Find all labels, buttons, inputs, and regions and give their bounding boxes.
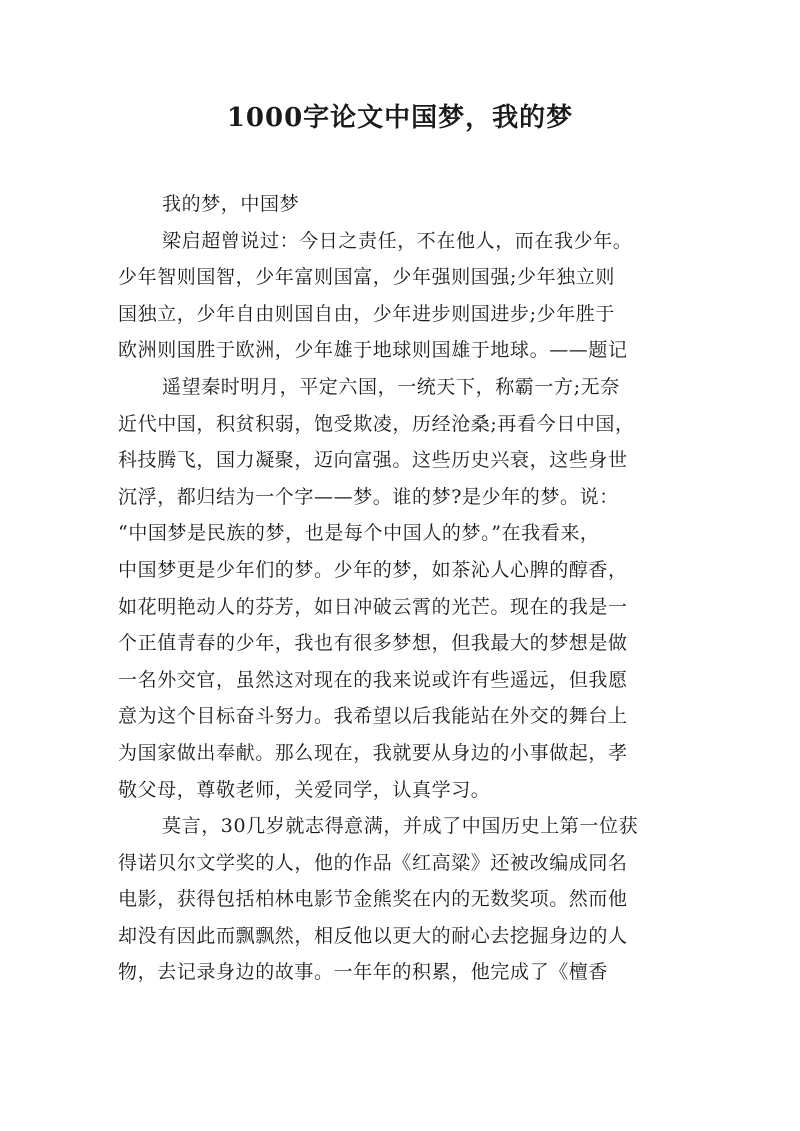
document-body (118, 186, 690, 991)
body-line: 梁启超曾说过：今日之责任，不在他人，而在我少年。 (162, 229, 633, 252)
body-line: 为国家做出奉献。那么现在，我就要从身边的小事做起，孝 (118, 741, 628, 764)
body-line: 我的梦，中国梦 (162, 193, 300, 215)
body-line: 一名外交官，虽然这对现在的我来说或许有些遥远，但我愿 (118, 668, 628, 691)
body-line: 近代中国，积贫积弱，饱受欺凌，历经沧桑;再看今日中国， (118, 412, 635, 435)
body-line: 敬父母，尊敬老师，关爱同学，认真学习。 (118, 778, 491, 801)
body-line: 却没有因此而飘飘然，相反他以更大的耐心去挖掘身边的人 (118, 924, 628, 947)
body-line: “中国梦是民族的梦，也是每个中国人的梦。”在我看来， (118, 522, 600, 545)
body-line: 遥望秦时明月，平定六国，一统天下，称霸一方;无奈 (162, 375, 620, 398)
body-line: 电影，获得包括柏林电影节金熊奖在内的无数奖项。然而他 (118, 888, 628, 911)
body-line: 物，去记录身边的故事。一年年的积累，他完成了《檀香 (118, 961, 609, 984)
body-line: 中国梦更是少年们的梦。少年的梦，如茶沁人心脾的醇香， (118, 558, 628, 581)
body-line: 少年智则国智，少年富则国富，少年强则国强;少年独立则 (118, 266, 616, 289)
body-line: 意为这个目标奋斗努力。我希望以后我能站在外交的舞台上 (118, 705, 628, 728)
body-line: 个正值青春的少年，我也有很多梦想，但我最大的梦想是做 (118, 632, 628, 655)
body-line: 科技腾飞，国力凝聚，迈向富强。这些历史兴衰，这些身世 (118, 449, 628, 472)
body-line: 莫言，30几岁就志得意满，并成了中国历史上第一位获 (162, 815, 639, 838)
document-title: 1000字论文中国梦，我的梦 (226, 103, 574, 133)
body-line: 如花明艳动人的芬芳，如日冲破云霄的光芒。现在的我是一 (118, 595, 628, 618)
body-line: 欧洲则国胜于欧洲，少年雄于地球则国雄于地球。——题记 (118, 339, 628, 362)
body-line: 国独立，少年自由则国自由，少年进步则国进步;少年胜于 (118, 302, 616, 325)
body-line: 沉浮，都归结为一个字——梦。谁的梦?是少年的梦。说： (118, 485, 619, 508)
body-line: 得诺贝尔文学奖的人，他的作品《红高粱》还被改编成同名 (118, 851, 628, 874)
